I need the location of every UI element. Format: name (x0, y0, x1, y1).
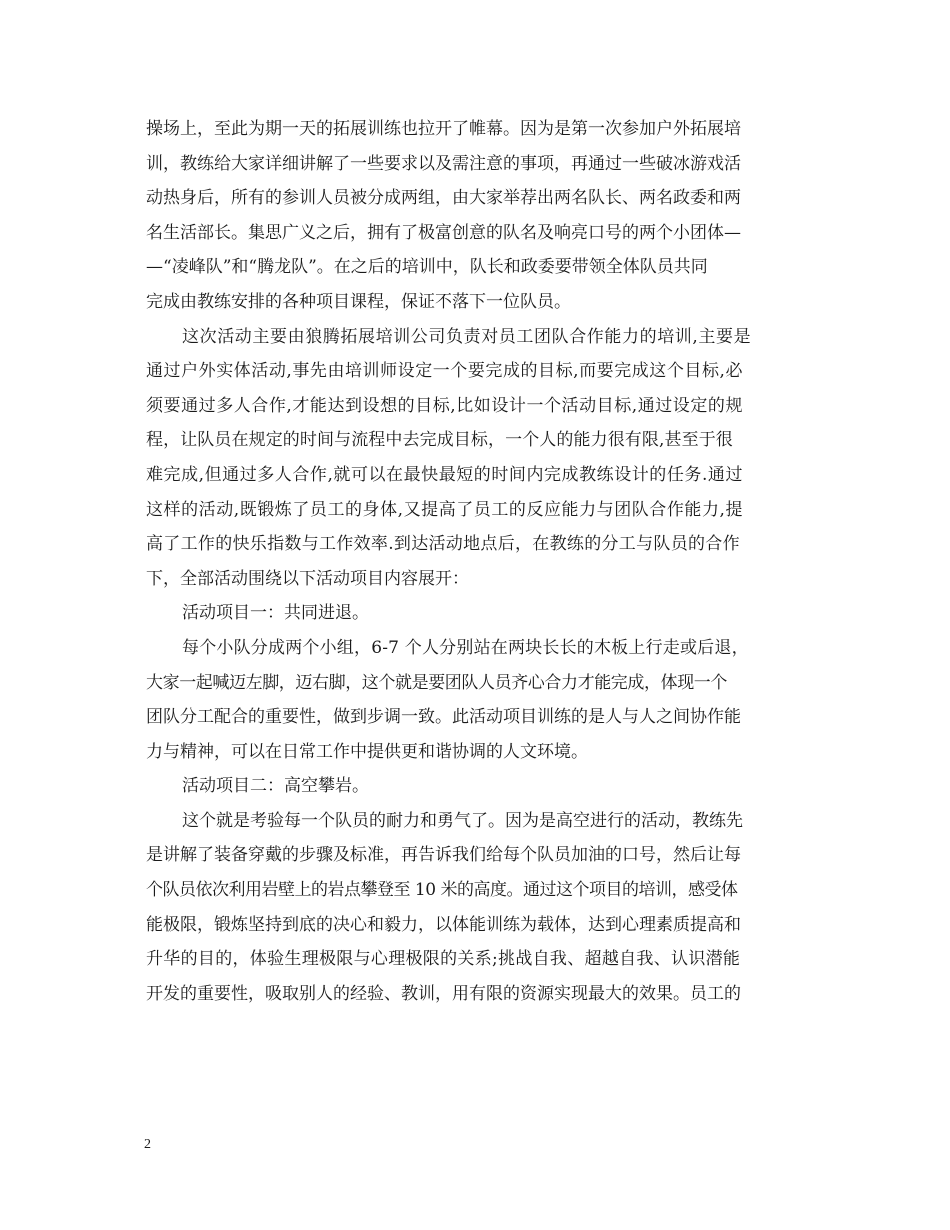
text-line: 完成由教练安排的各种项目课程，保证不落下一位队员。 (146, 291, 571, 312)
page-number: 2 (144, 1137, 151, 1152)
text-line: 个队员依次利用岩壁上的岩点攀登至 10 米的高度。通过这个项目的培训，感受体 (146, 880, 738, 901)
text-line: 是讲解了装备穿戴的步骤及标准，再告诉我们给每个队员加油的口号，然后让每 (146, 845, 741, 866)
text-line: 程，让队员在规定的时间与流程中去完成目标，一个人的能力很有限,甚至于很 (146, 430, 733, 451)
text-line: 升华的目的，体验生理极限与心理极限的关系;挑战自我、超越自我、认识潜能 (146, 949, 741, 970)
text-line: 通过户外实体活动,事先由培训师设定一个要完成的目标,而要完成这个目标,必 (146, 361, 744, 382)
text-line: 活动项目二：高空攀岩。 (182, 776, 369, 797)
text-line: 大家一起喊迈左脚，迈右脚，这个就是要团队人员齐心合力才能完成，体现一个 (146, 672, 727, 693)
text-line: 力与精神，可以在日常工作中提供更和谐协调的人文环境。 (146, 741, 588, 762)
text-line: 高了工作的快乐指数与工作效率.到达活动地点后，在教练的分工与队员的合作 (146, 534, 740, 555)
text-line: 难完成,但通过多人合作,就可以在最快最短的时间内完成教练设计的任务.通过 (146, 464, 744, 485)
document-body (146, 112, 806, 1011)
text-line: 活动项目一：共同进退。 (182, 603, 369, 624)
text-line: 操场上，至此为期一天的拓展训练也拉开了帷幕。因为是第一次参加户外拓展培 (146, 119, 741, 139)
text-line: 动热身后，所有的参训人员被分成两组，由大家举荐出两名队长、两名政委和两 (146, 188, 741, 209)
text-line: 下，全部活动围绕以下活动项目内容展开： (146, 568, 469, 589)
text-line: 训，教练给大家详细讲解了一些要求以及需注意的事项，再通过一些破冰游戏活 (146, 153, 741, 174)
text-line: 团队分工配合的重要性，做到步调一致。此活动项目训练的是人与人之间协作能 (146, 707, 741, 728)
text-line: —“凌峰队”和“腾龙队”。在之后的培训中，队长和政委要带领全体队员共同 (146, 257, 708, 278)
text-line: 这次活动主要由狼腾拓展培训公司负责对员工团队合作能力的培训,主要是 (182, 326, 752, 347)
text-line: 名生活部长。集思广义之后，拥有了极富创意的队名及响亮口号的两个小团体— (146, 222, 741, 243)
text-line: 须要通过多人合作,才能达到设想的目标,比如设计一个活动目标,通过设定的规 (146, 395, 744, 416)
text-line: 这样的活动,既锻炼了员工的身体,又提高了员工的反应能力与团队合作能力,提 (146, 499, 744, 520)
text-line: 每个小队分成两个小组，6-7 个人分别站在两块长长的木板上行走或后退， (182, 637, 749, 658)
text-line: 能极限，锻炼坚持到底的决心和毅力，以体能训练为载体，达到心理素质提高和 (146, 914, 741, 935)
text-line: 开发的重要性，吸取别人的经验、教训，用有限的资源实现最大的效果。员工的 (146, 983, 741, 1004)
text-line: 这个就是考验每一个队员的耐力和勇气了。因为是高空进行的活动，教练先 (182, 810, 743, 831)
